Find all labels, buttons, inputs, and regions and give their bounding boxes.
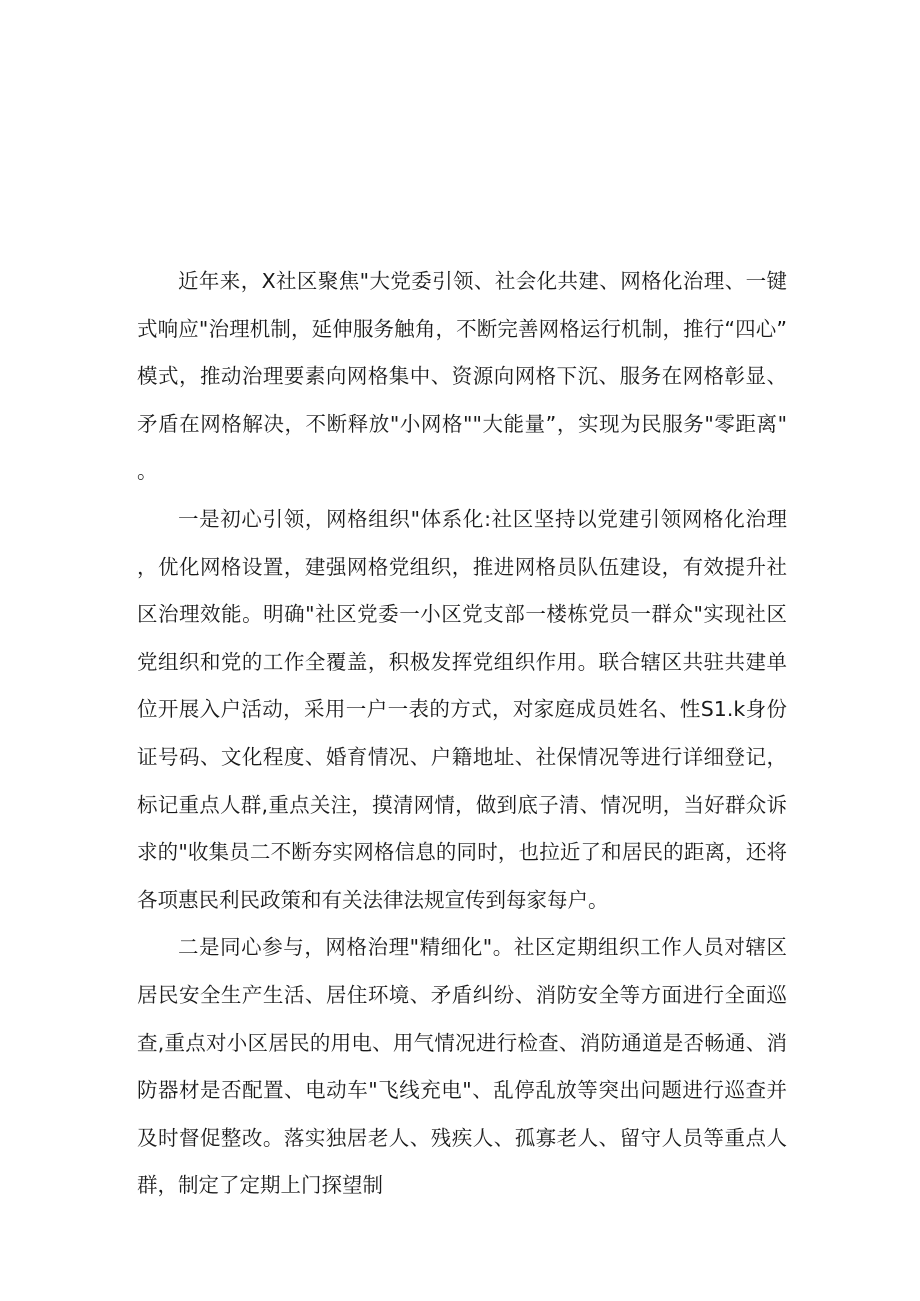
paragraph-second-point: 二是同心参与，网格治理"精细化"。社区定期组织工作人员对辖区居民安全生产生活、居住环境、矛盾纠纷、消防安全等方面进行全面巡查,重点对小区居民的用电、用气情况进行检查、消防通道是否畅通、消防器材是否配置、电动车"飞线充电"、乱停乱放等突出问题进行巡查并及时督促整改。落实独居老人、残疾人、孤寡老人、留守人员等重点人群，制定了定期上门探望制 bbox=[137, 935, 787, 1198]
paragraph-first-point: 一是初心引领，网格组织"体系化:社区坚持以党建引领网格化治理，优化网格设置，建强网格党组织，推进网格员队伍建设，有效提升社区治理效能。明确"社区党委一小区党支部一楼栋党员一群众"实现社区党组织和党的工作全覆盖，积极发挥党组织作用。联合辖区共驻共建单位开展入户活动，采用一户一表的方式，对家庭成员姓名、性S1.k身份证号码、文化程度、婚育情况、户籍地址、社保情况等进行详细登记，标记重点人群,重点关注，摸清网情，做到底子清、情况明，当好群众诉求的"收集员二不断夯实网格信息的同时，也拉近了和居民的距离，还将各项惠民利民政策和有关法律法规宣传到每家每户。 bbox=[137, 506, 787, 912]
body-text bbox=[137, 258, 787, 1210]
paragraph-intro: 近年来，X社区聚焦"大党委引领、社会化共建、网格化治理、一键式响应"治理机制，延伸服务触角，不断完善网格运行机制，推行“四心”模式，推动治理要素向网格集中、资源向网格下沉、服务在网格彰显、矛盾在网格解决，不断释放"小网格""大能量”，实现为民服务"零距离"。 bbox=[137, 269, 787, 484]
